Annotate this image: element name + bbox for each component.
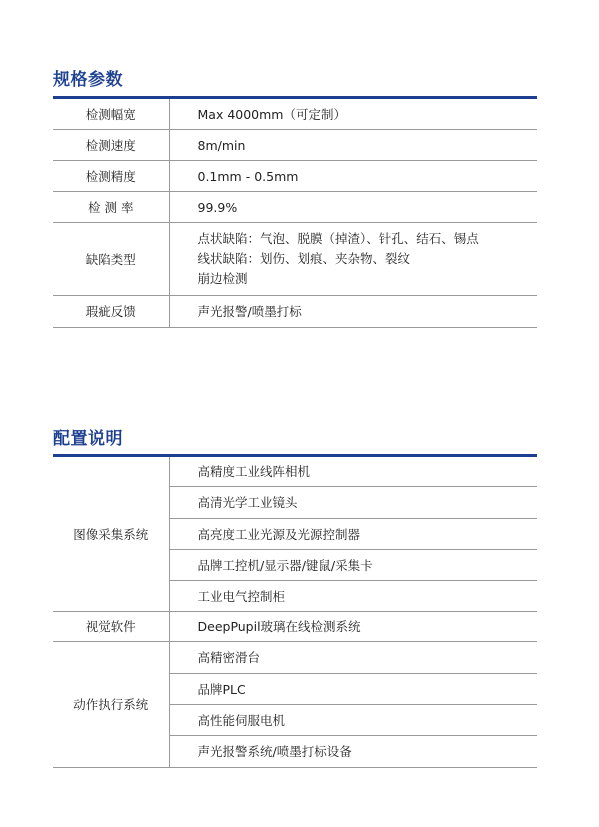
- spec-label: 检 测 率: [53, 192, 169, 223]
- config-row: [53, 457, 537, 487]
- spec-label: 检测精度: [53, 161, 169, 192]
- spec-label: 检测速度: [53, 130, 169, 161]
- config-item: 高精度工业线阵相机: [169, 457, 537, 487]
- config-item: 高精密滑台: [169, 642, 537, 674]
- spec-value: 8m/min: [169, 130, 537, 161]
- spec-value: 99.9%: [169, 192, 537, 223]
- config-item: 声光报警系统/喷墨打标设备: [169, 736, 537, 768]
- config-item: 品牌工控机/显示器/键鼠/采集卡: [169, 550, 537, 581]
- spec-row-precision: [53, 161, 537, 192]
- spec-row-rate: [53, 192, 537, 223]
- config-item: 高亮度工业光源及光源控制器: [169, 519, 537, 550]
- config-item: DeepPupil玻璃在线检测系统: [169, 612, 537, 642]
- spec-row-speed: [53, 130, 537, 161]
- config-row: [53, 612, 537, 642]
- spec-value: 声光报警/喷墨打标: [169, 296, 537, 328]
- config-group-label: 图像采集系统: [53, 457, 169, 612]
- config-section-title: 配置说明: [53, 429, 123, 449]
- spec-value: 0.1mm - 0.5mm: [169, 161, 537, 192]
- defect-type-line: 线状缺陷：划伤、划痕、夹杂物、裂纹: [197, 251, 411, 266]
- spec-value: [169, 223, 537, 296]
- spec-row-feedback: [53, 296, 537, 328]
- config-item: 高清光学工业镜头: [169, 487, 537, 519]
- spec-row-defect-types: [53, 223, 537, 296]
- spec-row-width: [53, 99, 537, 130]
- spec-value: Max 4000mm（可定制）: [169, 99, 537, 130]
- config-group-label: 视觉软件: [53, 612, 169, 642]
- config-row: [53, 642, 537, 674]
- spec-label: 瑕疵反馈: [53, 296, 169, 328]
- defect-type-line: 崩边检测: [197, 271, 248, 286]
- config-group-label: 动作执行系统: [53, 642, 169, 768]
- config-item: 高性能伺服电机: [169, 705, 537, 736]
- spec-label: 检测幅宽: [53, 99, 169, 130]
- config-item: 品牌PLC: [169, 674, 537, 705]
- spec-table: [53, 99, 537, 328]
- config-table: [53, 457, 537, 768]
- defect-type-line: 点状缺陷：气泡、脱膜（掉渣）、针孔、结石、锡点: [197, 231, 479, 246]
- spec-section-title: 规格参数: [53, 70, 123, 90]
- config-item: 工业电气控制柜: [169, 581, 537, 612]
- spec-label: 缺陷类型: [53, 223, 169, 296]
